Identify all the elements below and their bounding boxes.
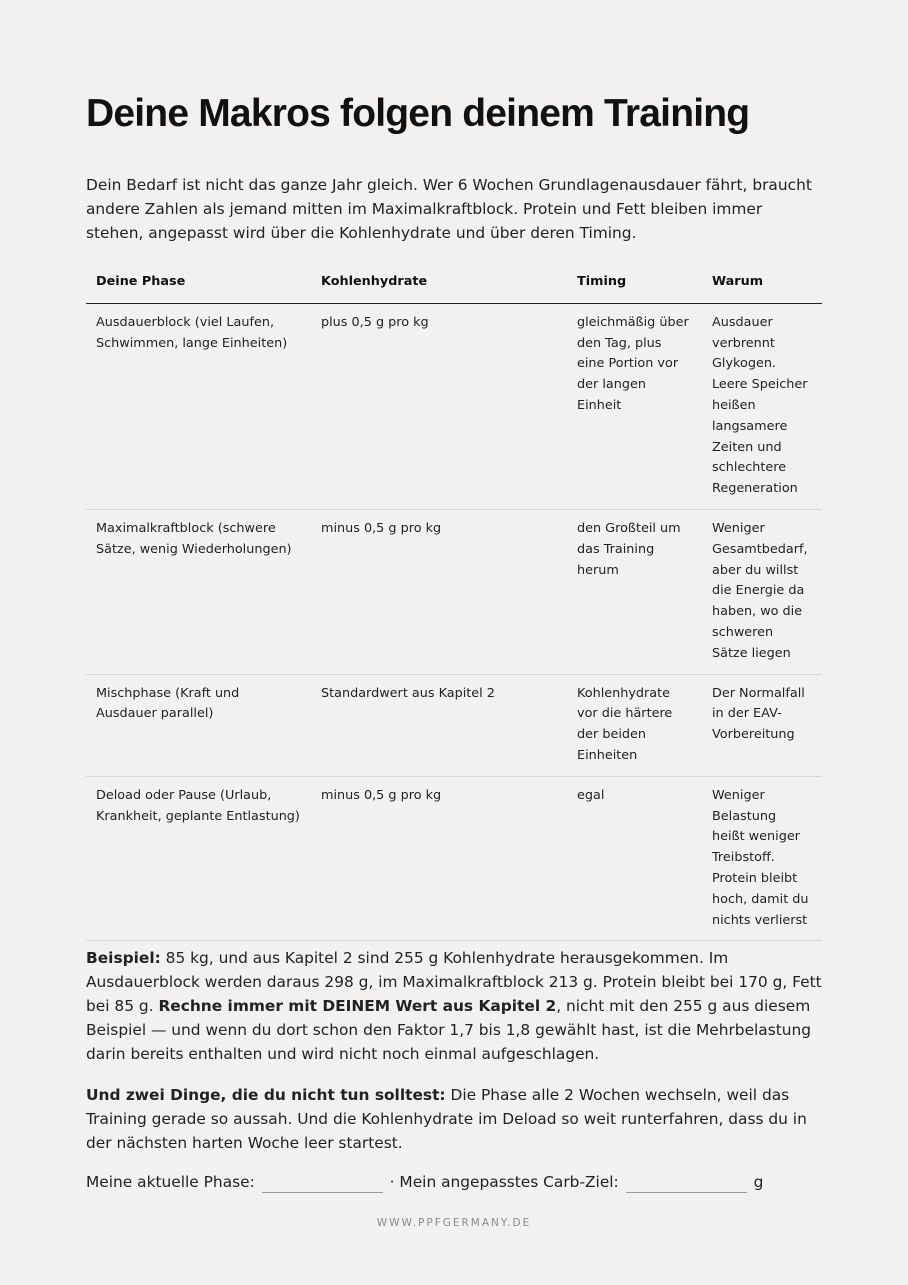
footer-url: WWW.PPFGERMANY.DE: [376, 1217, 532, 1229]
cell-carbs: minus 0,5 g pro kg: [311, 776, 567, 941]
header-timing: Timing: [567, 262, 702, 303]
cell-phase: Maximalkraftblock (schwere Sätze, wenig Wiederholungen): [86, 509, 311, 674]
cell-timing: Kohlenhydrate vor die härtere der beiden Einheiten: [567, 674, 702, 776]
cell-reason: Ausdauer verbrennt Glykogen. Leere Speicher heißen langsamere Zeiten und schlechtere Regeneration: [702, 303, 822, 509]
table-header-row: [86, 262, 822, 303]
cell-phase: Deload oder Pause (Urlaub, Krankheit, geplante Entlastung): [86, 776, 311, 941]
example-emphasis: Rechne immer mit DEINEM Wert aus Kapitel 2: [158, 997, 557, 1015]
cell-timing: gleichmäßig über den Tag, plus eine Portion vor der langen Einheit: [567, 303, 702, 509]
warning-paragraph: [86, 1083, 822, 1155]
intro-paragraph: Dein Bedarf ist nicht das ganze Jahr gleich. Wer 6 Wochen Grundlagenausdauer fährt, braucht andere Zahlen als jemand mitten im Maximalkraftblock. Protein und Fett bleiben immer stehen, angepasst wird über die Kohlenhydrate und über deren Timing.: [86, 176, 812, 242]
phase-field-label: Meine aktuelle Phase:: [86, 1173, 255, 1191]
example-label: Beispiel:: [86, 949, 161, 967]
table-row: [86, 776, 822, 941]
carb-unit: g: [753, 1173, 764, 1191]
cell-carbs: minus 0,5 g pro kg: [311, 509, 567, 674]
warning-label: Und zwei Dinge, die du nicht tun solltest:: [86, 1086, 446, 1104]
cell-carbs: Standardwert aus Kapitel 2: [311, 674, 567, 776]
cell-reason: Weniger Gesamtbedarf, aber du willst die Energie da haben, wo die schweren Sätze liegen: [702, 509, 822, 674]
separator: ·: [389, 1173, 395, 1191]
cell-carbs: plus 0,5 g pro kg: [311, 303, 567, 509]
table-row: [86, 303, 822, 509]
header-reason: Warum: [702, 262, 822, 303]
warning-text: Die Phase alle 2 Wochen wechseln, weil das Training gerade so aussah. Und die Kohlenhydrate im Deload so weit runterfahren, dass du in der nächsten harten Woche leer startest.: [86, 1086, 807, 1152]
page-title: Deine Makros folgen deinem Training: [86, 92, 750, 135]
phase-blank-field[interactable]: [262, 1174, 383, 1193]
phase-table: [86, 262, 822, 941]
cell-reason: Der Normalfall in der EAV-Vorbereitung: [702, 674, 822, 776]
cell-timing: egal: [567, 776, 702, 941]
example-text-1: 85 kg, und aus Kapitel 2 sind 255 g Kohlenhydrate herausgekommen. Im Ausdauerblock werden daraus 298 g, im Maximalkraftblock 213 g. Protein bleibt bei 170 g, Fett bei 85 g.: [86, 949, 822, 1015]
cell-reason: Weniger Belastung heißt weniger Treibstoff. Protein bleibt hoch, damit du nichts verlierst: [702, 776, 822, 941]
example-text-2: , nicht mit den 255 g aus diesem Beispiel — und wenn du dort schon den Faktor 1,7 bis 1,8 gewählt hast, ist die Mehrbelastung darin bereits enthalten und wird nicht noch einmal aufgeschlagen.: [86, 997, 812, 1063]
example-paragraph: [86, 946, 822, 1066]
cell-timing: den Großteil um das Training herum: [567, 509, 702, 674]
cell-phase: Mischphase (Kraft und Ausdauer parallel): [86, 674, 311, 776]
cell-phase: Ausdauerblock (viel Laufen, Schwimmen, lange Einheiten): [86, 303, 311, 509]
carb-field-label: Mein angepasstes Carb-Ziel:: [399, 1173, 619, 1191]
table-row: [86, 674, 822, 776]
fill-in-line: [86, 1170, 822, 1194]
header-carbs: Kohlenhydrate: [311, 262, 567, 303]
header-phase: Deine Phase: [86, 262, 311, 303]
table-row: [86, 509, 822, 674]
carb-blank-field[interactable]: [626, 1174, 747, 1193]
